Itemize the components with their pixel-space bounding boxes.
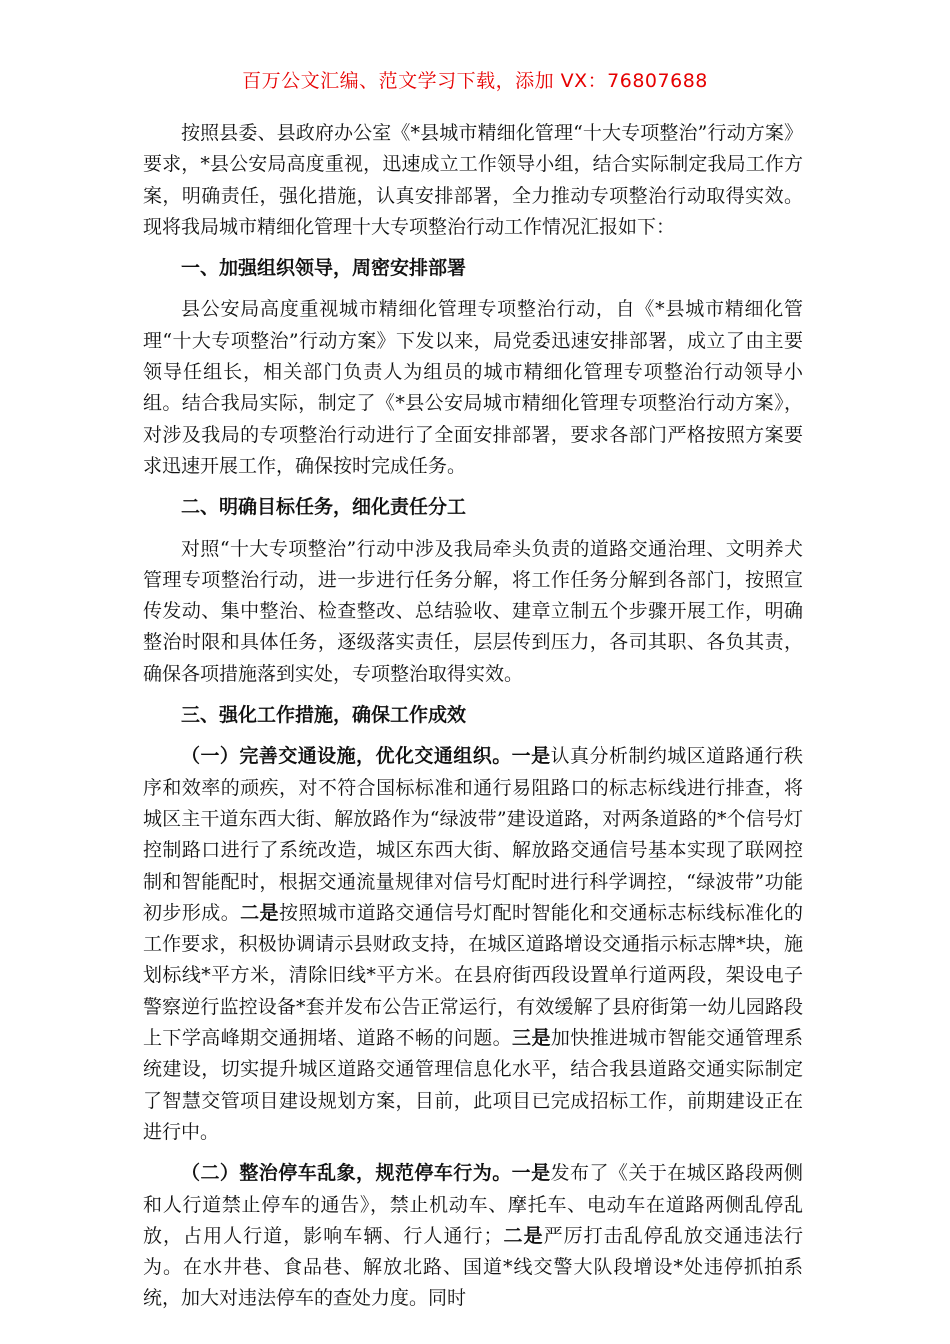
watermark-banner: 百万公文汇编、范文学习下载，添加 VX：76807688 (242, 70, 708, 92)
point-1-text: 发布了《关于在城区路段两侧和人行道禁止停车的通告》，禁止机动车、摩托车、电动车在道路两侧乱停乱放，占用人行道，影响车辆、行人通行； (143, 1162, 803, 1247)
point-1-label: 一是 (511, 745, 551, 768)
point-3-label: 三是 (512, 1027, 551, 1050)
point-3-text: 加快推进城市智能交通管理系统建设，切实提升城区道路交通管理信息化水平，结合我县道路交通实际制定了智慧交管项目建设规划方案，目前，此项目已完成招标工作，前期建设正在进行中。 (143, 1027, 803, 1143)
section-1-paragraph: 县公安局高度重视城市精细化管理专项整治行动，自《*县城市精细化管理“十大专项整治”行动方案》下发以来，局党委迅速安排部署，成立了由主要领导任组长，相关部门负责人为组员的城市精细化管理专项整治行动领导小组。结合我局实际，制定了《*县公安局城市精细化管理专项整治行动方案》，对涉及我局的专项整治行动进行了全面安排部署，要求各部门严格按照方案要求迅速开展工作，确保按时完成任务。 (143, 298, 803, 477)
point-2-label: 二是 (240, 901, 279, 924)
point-2-text: 按照城市道路交通信号灯配时智能化和交通标志标线标准化的工作要求，积极协调请示县财政支持，在城区道路增设交通指示标志牌*块，施划标线*平方米，清除旧线*平方米。在县府街西段设置单行道两段，架设电子警察逆行监控设备*套并发布公告正常运行，有效缓解了县府街第一幼儿园路段上下学高峰期交通拥堵、道路不畅的问题。 (143, 901, 803, 1050)
point-1-text: 认真分析制约城区道路通行秩序和效率的顽疾，对不符合国标标准和通行易阻路口的标志标线进行排查，将城区主干道东西大街、解放路作为“绿波带”建设道路，对两条道路的*个信号灯控制路口进行了系统改造，城区东西大街、解放路交通信号基本实现了联网控制和智能配时，根据交通流量规律对信号灯配时进行科学调控，“绿波带”功能初步形成。 (143, 745, 803, 924)
section-3-heading: 三、强化工作措施，确保工作成效 (181, 704, 467, 727)
point-2-text: 严厉打击乱停乱放交通违法行为。在水井巷、食品巷、解放北路、国道*线交警大队段增设*处违停抓拍系统，加大对违法停车的查处力度。同时 (143, 1224, 803, 1310)
subsection-1-paragraph (143, 741, 803, 1148)
intro-paragraph: 按照县委、县政府办公室《*县城市精细化管理“十大专项整治”行动方案》要求，*县公安局高度重视，迅速成立工作领导小组，结合实际制定我局工作方案，明确责任，强化措施，认真安排部署，全力推动专项整治行动取得实效。现将我局城市精细化管理十大专项整治行动工作情况汇报如下： (143, 122, 803, 238)
section-2-heading: 二、明确目标任务，细化责任分工 (181, 496, 467, 519)
subsection-2-paragraph (143, 1158, 803, 1314)
point-1-label: 一是 (511, 1162, 551, 1185)
section-1-heading: 一、加强组织领导，周密安排部署 (181, 257, 467, 280)
subsection-1-title: （一）完善交通设施，优化交通组织。 (181, 745, 512, 768)
document-body (143, 118, 803, 1325)
subsection-2-title: （二）整治停车乱象，规范停车行为。 (181, 1162, 512, 1185)
point-2-label: 二是 (502, 1224, 544, 1247)
section-2-paragraph: 对照“十大专项整治”行动中涉及我局牵头负责的道路交通治理、文明养犬管理专项整治行动，进一步进行任务分解，将工作任务分解到各部门，按照宣传发动、集中整治、检查整改、总结验收、建章立制五个步骤开展工作，明确整治时限和具体任务，逐级落实责任，层层传到压力，各司其职、各负其责，确保各项措施落到实处，专项整治取得实效。 (143, 537, 803, 685)
